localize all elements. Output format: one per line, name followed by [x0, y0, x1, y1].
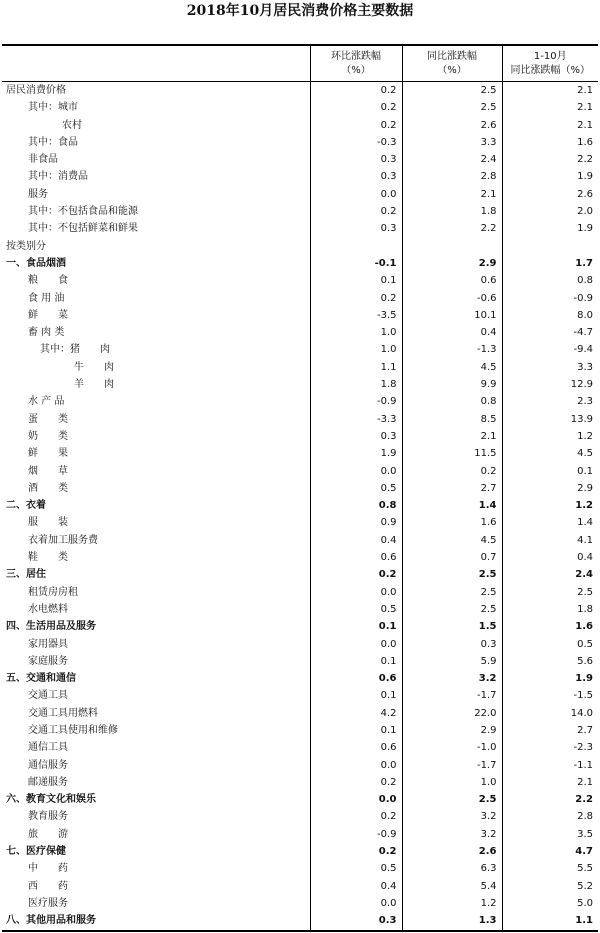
cell-ytd: 2.2	[502, 791, 598, 808]
cell-ytd: 5.2	[502, 878, 598, 895]
cell-mom: 0.0	[310, 791, 402, 808]
cell-ytd: 1.1	[502, 912, 598, 930]
cell-yoy: 2.6	[402, 117, 502, 134]
cell-mom: 1.1	[310, 359, 402, 376]
row-label: 非食品	[28, 154, 58, 166]
cell-yoy: 0.2	[402, 463, 502, 480]
table-row	[2, 895, 598, 912]
row-label: 医疗服务	[28, 897, 68, 909]
cell-mom: -0.9	[310, 393, 402, 410]
cell-yoy: -1.7	[402, 757, 502, 774]
cell-mom: 4.2	[310, 705, 402, 722]
cell-ytd: 0.1	[502, 463, 598, 480]
table-row	[2, 290, 598, 307]
cell-yoy: -1.3	[402, 341, 502, 358]
row-label: 烟 草	[28, 465, 68, 477]
cell-mom: -0.1	[310, 255, 402, 272]
row-label: 邮递服务	[28, 776, 68, 788]
row-label: 一、食品烟酒	[6, 257, 66, 269]
row-label: 五、交通和通信	[6, 673, 76, 685]
cell-yoy: 2.1	[402, 428, 502, 445]
cell-mom: 0.2	[310, 808, 402, 825]
table-row	[2, 843, 598, 860]
header-mom	[310, 45, 402, 82]
cell-yoy: 0.7	[402, 549, 502, 566]
cell-mom: 0.0	[310, 757, 402, 774]
cell-mom: 0.2	[310, 566, 402, 583]
cell-mom: 0.0	[310, 584, 402, 601]
cell-yoy: 10.1	[402, 307, 502, 324]
cell-ytd: 3.3	[502, 359, 598, 376]
cell-yoy: 2.5	[402, 791, 502, 808]
cell-yoy: 6.3	[402, 860, 502, 877]
cell-yoy: 2.5	[402, 99, 502, 116]
cell-ytd: 2.1	[502, 99, 598, 116]
cell-mom: 1.0	[310, 324, 402, 341]
row-label: 租赁房房租	[28, 586, 78, 598]
cell-ytd: 5.5	[502, 860, 598, 877]
table-row	[2, 618, 598, 635]
cell-yoy: 8.5	[402, 411, 502, 428]
row-label: 农村	[62, 119, 82, 131]
row-label: 其中：消费品	[28, 171, 88, 183]
table-row	[2, 878, 598, 895]
header-ytd	[502, 45, 598, 82]
cell-mom: -3.5	[310, 307, 402, 324]
cell-mom: 0.4	[310, 532, 402, 549]
row-label: 奶 类	[28, 430, 68, 442]
cell-ytd: 1.6	[502, 618, 598, 635]
cell-ytd: 2.0	[502, 203, 598, 220]
cell-yoy: 5.4	[402, 878, 502, 895]
row-label: 家庭服务	[28, 655, 68, 667]
table-row	[2, 168, 598, 185]
cell-ytd: -9.4	[502, 341, 598, 358]
row-label: 八、其他用品和服务	[2, 912, 310, 930]
row-label: 其中：食品	[28, 136, 78, 148]
cell-yoy: 11.5	[402, 445, 502, 462]
row-label: 交通工具使用和维修	[28, 724, 118, 736]
cell-yoy: 0.3	[402, 636, 502, 653]
table-row	[2, 497, 598, 514]
page-title: 2018年10月居民消费价格主要数据	[186, 3, 414, 19]
table-row	[2, 860, 598, 877]
row-label: 粮 食	[28, 275, 68, 287]
cell-ytd: 1.2	[502, 428, 598, 445]
row-label: 酒 类	[28, 482, 68, 494]
cell-ytd: 2.9	[502, 480, 598, 497]
table-row	[2, 601, 598, 618]
cell-ytd: 4.1	[502, 532, 598, 549]
row-label: 家用器具	[28, 638, 68, 650]
cell-yoy: 5.9	[402, 653, 502, 670]
row-label: 水电燃料	[28, 603, 68, 615]
row-label: 居民消费价格	[6, 85, 66, 96]
row-label: 旅 游	[28, 828, 68, 840]
cell-yoy: 0.8	[402, 393, 502, 410]
cell-ytd: 5.0	[502, 895, 598, 912]
row-label: 其中：不包括鲜菜和鲜果	[28, 223, 138, 235]
table-row	[2, 341, 598, 358]
cell-yoy: 1.8	[402, 203, 502, 220]
table-row	[2, 514, 598, 531]
table-row	[2, 808, 598, 825]
cell-mom: 0.5	[310, 601, 402, 618]
cell-mom: 0.1	[310, 722, 402, 739]
cell-yoy: -1.0	[402, 739, 502, 756]
cell-yoy: 3.3	[402, 134, 502, 151]
table-row	[2, 238, 598, 255]
table-row	[2, 445, 598, 462]
cell-ytd: 8.0	[502, 307, 598, 324]
table-row	[2, 636, 598, 653]
cell-ytd: 13.9	[502, 411, 598, 428]
cell-ytd: 2.6	[502, 186, 598, 203]
row-label: 服 装	[28, 517, 68, 529]
row-label: 其中：不包括食品和能源	[28, 206, 138, 218]
cell-mom: 0.2	[310, 774, 402, 791]
table-row	[2, 203, 598, 220]
table-row	[2, 739, 598, 756]
cell-ytd: 2.7	[502, 722, 598, 739]
row-label: 衣着加工服务费	[28, 534, 98, 546]
cell-mom: 0.1	[310, 618, 402, 635]
cell-mom: 0.4	[310, 878, 402, 895]
cell-yoy: 1.0	[402, 774, 502, 791]
cell-mom: 0.1	[310, 653, 402, 670]
row-label: 六、教育文化和娱乐	[6, 794, 96, 806]
cell-mom: 0.2	[310, 99, 402, 116]
table-row	[2, 307, 598, 324]
cell-ytd: 1.2	[502, 497, 598, 514]
table-row	[2, 653, 598, 670]
cell-yoy: -1.7	[402, 687, 502, 704]
table-row	[2, 532, 598, 549]
table-row	[2, 151, 598, 168]
row-label: 其中：城市	[28, 102, 78, 114]
table-row	[2, 393, 598, 410]
cell-ytd: 1.9	[502, 168, 598, 185]
cell-mom	[310, 238, 402, 255]
table-row	[2, 791, 598, 808]
row-label: 服务	[28, 188, 48, 200]
cell-yoy: 9.9	[402, 376, 502, 393]
cell-ytd: 1.7	[502, 255, 598, 272]
row-label: 水 产 品	[28, 396, 65, 408]
cell-mom: 0.2	[310, 82, 402, 100]
cell-mom: 0.3	[310, 151, 402, 168]
cell-mom: -3.3	[310, 411, 402, 428]
cell-mom: 0.2	[310, 117, 402, 134]
row-label: 中 药	[28, 863, 68, 875]
cell-yoy: 0.6	[402, 272, 502, 289]
table-row	[2, 705, 598, 722]
cell-ytd: 1.6	[502, 134, 598, 151]
cell-ytd: -2.3	[502, 739, 598, 756]
row-label: 二、衣着	[6, 500, 46, 512]
cell-mom: 0.6	[310, 549, 402, 566]
row-label: 交通工具	[28, 690, 68, 702]
cell-yoy: 1.2	[402, 895, 502, 912]
cell-mom: 0.0	[310, 636, 402, 653]
table-row	[2, 82, 598, 100]
table-row	[2, 255, 598, 272]
cell-yoy: -0.6	[402, 290, 502, 307]
header-category	[2, 45, 310, 82]
cell-ytd: 2.1	[502, 82, 598, 100]
table-row	[2, 186, 598, 203]
cell-mom: 0.1	[310, 272, 402, 289]
header-mom-line1: 环比涨跌幅	[331, 50, 381, 62]
cell-mom: 0.2	[310, 843, 402, 860]
cell-yoy: 2.8	[402, 168, 502, 185]
row-label: 鲜 果	[28, 448, 68, 460]
cell-mom: 0.3	[310, 220, 402, 237]
cell-mom: 1.9	[310, 445, 402, 462]
cell-mom: 0.3	[310, 428, 402, 445]
cell-ytd: 2.2	[502, 151, 598, 168]
cell-ytd: 2.5	[502, 584, 598, 601]
cell-mom: 0.2	[310, 203, 402, 220]
row-label: 教育服务	[28, 811, 68, 823]
cell-ytd: 2.4	[502, 566, 598, 583]
row-label: 畜 肉 类	[28, 327, 65, 339]
cell-yoy: 2.5	[402, 601, 502, 618]
cell-yoy: 2.5	[402, 82, 502, 100]
cell-yoy: 0.4	[402, 324, 502, 341]
cell-mom: 0.3	[310, 168, 402, 185]
table-row	[2, 549, 598, 566]
cell-yoy: 22.0	[402, 705, 502, 722]
row-label: 七、医疗保健	[6, 846, 66, 858]
row-label: 通信工具	[28, 742, 68, 754]
row-label: 四、生活用品及服务	[6, 621, 96, 633]
row-label: 牛 肉	[74, 361, 114, 373]
header-yoy-line2: （%）	[437, 64, 467, 76]
cell-ytd: -1.1	[502, 757, 598, 774]
cell-ytd: 1.9	[502, 220, 598, 237]
table-row	[2, 428, 598, 445]
row-label: 食 用 油	[28, 292, 65, 304]
cell-yoy: 4.5	[402, 532, 502, 549]
cell-mom: 0.0	[310, 895, 402, 912]
cell-yoy: 2.5	[402, 566, 502, 583]
cell-ytd: 0.4	[502, 549, 598, 566]
cell-ytd: -1.5	[502, 687, 598, 704]
table-row	[2, 757, 598, 774]
table-row	[2, 774, 598, 791]
cell-ytd: -0.9	[502, 290, 598, 307]
table-row	[2, 376, 598, 393]
cell-ytd: 5.6	[502, 653, 598, 670]
cell-ytd: 1.8	[502, 601, 598, 618]
cell-mom: 0.9	[310, 514, 402, 531]
row-label: 通信服务	[28, 759, 68, 771]
cell-ytd: 1.4	[502, 514, 598, 531]
cell-mom: 0.0	[310, 463, 402, 480]
cell-ytd	[502, 238, 598, 255]
cell-ytd: 2.1	[502, 774, 598, 791]
cell-yoy: 1.4	[402, 497, 502, 514]
table-row	[2, 826, 598, 843]
cell-ytd: 2.1	[502, 117, 598, 134]
table-row	[2, 220, 598, 237]
cell-ytd: 3.5	[502, 826, 598, 843]
cell-mom: 1.8	[310, 376, 402, 393]
cell-yoy: 2.7	[402, 480, 502, 497]
table-row	[2, 912, 598, 930]
row-label: 按类别分	[6, 240, 46, 252]
cell-mom: 0.2	[310, 290, 402, 307]
cell-mom: 0.6	[310, 670, 402, 687]
table-row	[2, 687, 598, 704]
row-label: 羊 肉	[74, 379, 114, 391]
cell-ytd: 1.9	[502, 670, 598, 687]
cell-ytd: 14.0	[502, 705, 598, 722]
cell-ytd: 12.9	[502, 376, 598, 393]
table-row	[2, 722, 598, 739]
table-row	[2, 134, 598, 151]
table-row	[2, 117, 598, 134]
cell-mom: 0.0	[310, 186, 402, 203]
cell-ytd: 0.8	[502, 272, 598, 289]
cell-mom: 1.0	[310, 341, 402, 358]
cell-mom: 0.5	[310, 860, 402, 877]
header-ytd-line2: 同比涨跌幅（%）	[510, 64, 590, 76]
header-yoy-line1: 同比涨跌幅	[427, 50, 477, 62]
table-row	[2, 480, 598, 497]
row-label: 其中：猪 肉	[40, 344, 110, 356]
cell-mom: 0.3	[310, 912, 402, 930]
table-row	[2, 584, 598, 601]
cell-yoy: 2.6	[402, 843, 502, 860]
cell-ytd: 0.5	[502, 636, 598, 653]
table-row	[2, 566, 598, 583]
cell-yoy: 2.5	[402, 584, 502, 601]
cell-mom: 0.1	[310, 687, 402, 704]
cell-ytd: 2.3	[502, 393, 598, 410]
cell-mom: -0.3	[310, 134, 402, 151]
cell-yoy: 2.4	[402, 151, 502, 168]
cell-mom: -0.9	[310, 826, 402, 843]
cell-mom: 0.5	[310, 480, 402, 497]
row-label: 鲜 菜	[28, 309, 68, 321]
cell-ytd: -4.7	[502, 324, 598, 341]
cell-mom: 0.6	[310, 739, 402, 756]
table-row	[2, 99, 598, 116]
cell-yoy: 2.2	[402, 220, 502, 237]
row-label: 交通工具用燃料	[28, 707, 98, 719]
row-label: 三、居住	[6, 569, 46, 581]
table-row	[2, 463, 598, 480]
cell-yoy: 2.1	[402, 186, 502, 203]
table-body	[2, 82, 598, 931]
table-header	[2, 45, 598, 82]
header-yoy	[402, 45, 502, 82]
table-row	[2, 359, 598, 376]
cpi-table	[2, 44, 598, 932]
row-label: 鞋 类	[28, 552, 68, 564]
cell-yoy: 2.9	[402, 722, 502, 739]
row-label: 西 药	[28, 880, 68, 892]
table-row	[2, 324, 598, 341]
table-row	[2, 411, 598, 428]
cell-ytd: 4.7	[502, 843, 598, 860]
cell-yoy: 1.6	[402, 514, 502, 531]
table-row	[2, 670, 598, 687]
cell-yoy: 1.5	[402, 618, 502, 635]
header-ytd-line1: 1-10月	[533, 50, 567, 62]
cell-yoy: 3.2	[402, 808, 502, 825]
cell-ytd: 2.8	[502, 808, 598, 825]
cell-yoy: 4.5	[402, 359, 502, 376]
cell-yoy: 1.3	[402, 912, 502, 930]
cell-yoy: 3.2	[402, 826, 502, 843]
cell-yoy: 3.2	[402, 670, 502, 687]
cell-ytd: 4.5	[502, 445, 598, 462]
cell-yoy	[402, 238, 502, 255]
cell-mom: 0.8	[310, 497, 402, 514]
table-row	[2, 272, 598, 289]
cell-yoy: 2.9	[402, 255, 502, 272]
row-label: 蛋 类	[28, 413, 68, 425]
header-mom-line2: （%）	[341, 64, 371, 76]
